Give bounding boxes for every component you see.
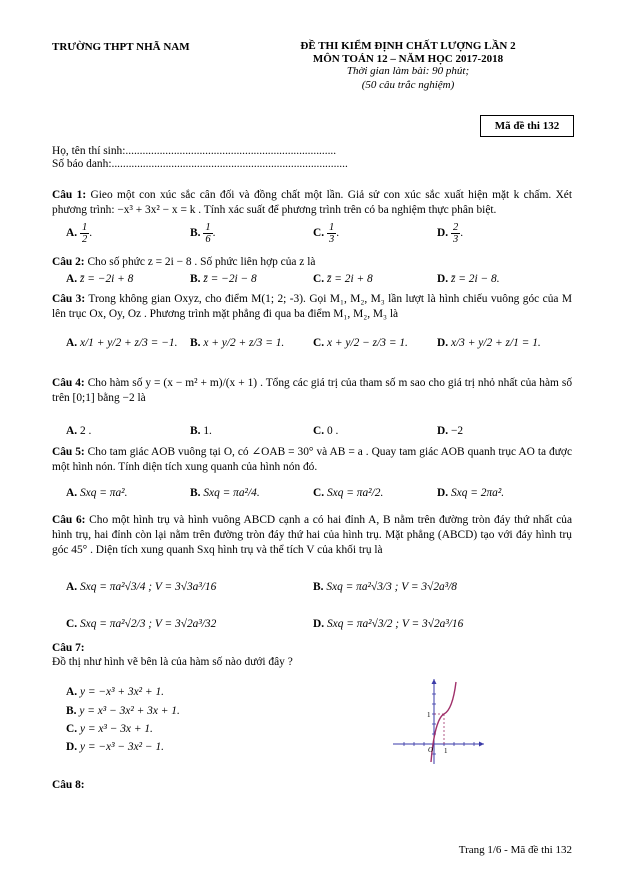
q3-option-a-text: x/1 + y/2 + z/3 = −1. [79,337,178,349]
q7-option-a[interactable]: A. y = −x³ + 3x² + 1. [66,686,165,698]
question-4 [52,376,572,406]
q1-option-c-letter: C. [313,227,325,240]
q1-option-b[interactable]: B. $\frac{1}{6}$ . [190,222,216,246]
q2-option-c[interactable]: C. z̄ = 2i + 8 [313,273,373,285]
q7-graph-label-x1: 1 [444,747,448,755]
question-1-text: Gieo một con xúc sắc cân đối và đồng chất một lần. Giả sử con xúc sắc xuất hiện mặt k chấm. Xét phương trình: −x³ + 3x² − x = k . Tính xác suất để phương trình trên có ba nghiệm thực phân biệt. [52,189,573,216]
q5-option-a-text: Sxq = πa². [79,487,128,499]
question-3-text: Trong không gian Oxyz, cho điểm M(1; 2; -3). Gọi M₁, M₂, M₃ lần lượt là hình chiếu vuông góc của M lên trục Ox, Oy, Oz . Phương trình mặt phẳng đi qua ba điểm M₁, M₂, M₃ là [52,293,573,320]
q5-option-a[interactable]: A. Sxq = πa². [66,487,128,499]
question-3 [52,292,572,322]
question-6-label: Câu 6: [52,514,86,526]
q6-option-c[interactable]: C. Sxq = πa²√2/3 ; V = 3√2a³/32 [66,618,217,630]
q5-option-d[interactable]: D. Sxq = 2πa². [437,487,505,499]
exam-title-line2: MÔN TOÁN 12 – NĂM HỌC 2017-2018 [312,53,504,66]
q3-option-c-text: x + y/2 − z/3 = 1. [326,337,408,349]
q3-option-d[interactable]: D. x/3 + y/2 + z/1 = 1. [437,337,541,349]
q4-option-c-text: 0 . [326,425,339,437]
exam-title-line1: ĐỀ THI KIỂM ĐỊNH CHẤT LƯỢNG LẦN 2 [300,40,516,52]
q3-option-b[interactable]: B. x + y/2 + z/3 = 1. [190,337,285,349]
q4-option-a-text: 2 . [79,425,92,437]
q5-option-b[interactable]: B. Sxq = πa²/4. [190,487,260,499]
exam-count: (50 câu trắc nghiệm) [361,78,455,91]
exam-code-box: Mã đề thi 132 [480,115,574,137]
question-4-label: Câu 4: [52,377,85,389]
q2-option-a-text: z̄ = −2i + 8 [79,273,134,285]
q1-option-d-fraction: $\frac{2}{3}$ [452,222,459,246]
q2-option-d[interactable]: D. z̄ = 2i − 8. [437,273,500,285]
question-2 [52,255,572,270]
question-8-label: Câu 8: [52,779,85,791]
q5-option-d-text: Sxq = 2πa². [450,487,505,499]
q4-option-d[interactable]: D. −2 [437,425,464,437]
q3-option-a[interactable]: A. x/1 + y/2 + z/3 = −1. [66,337,178,349]
q1-option-b-fraction: $\frac{1}{6}$ [205,222,211,246]
q7-graph [388,676,488,766]
q1-option-a[interactable]: A. $\frac{1}{2}$ . [66,222,93,246]
exam-time: Thời gian làm bài: 90 phút; [346,65,470,77]
q6-option-a[interactable]: A. Sxq = πa²√3/4 ; V = 3√3a³/16 [66,581,217,593]
q1-option-c[interactable]: C. $\frac{1}{3}$ . [313,222,340,246]
q2-option-c-text: z̄ = 2i + 8 [326,273,373,285]
exam-subtitle [258,65,558,93]
q1-option-a-fraction: $\frac{1}{2}$ [81,222,88,246]
q5-option-c-text: Sxq = πa²/2. [326,487,384,499]
q7-graph-ticks [404,694,474,754]
q7-graph-x-arrow [479,742,484,747]
student-name-line: Họ, tên thí sinh:.......................................................................... [52,145,337,157]
question-2-text: Cho số phức z = 2i − 8 . Số phức liên hợp của z là [84,256,316,268]
q7-option-a-text: y = −x³ + 3x² + 1. [79,686,165,698]
q4-option-b[interactable]: B. 1. [190,425,212,437]
q3-option-d-text: x/3 + y/2 + z/1 = 1. [450,337,541,349]
q3-option-b-text: x + y/2 + z/3 = 1. [203,337,285,349]
q2-option-b-text: z̄ = −2i − 8 [203,273,257,285]
school-name: TRƯỜNG THPT NHÃ NAM [52,41,190,53]
question-6 [52,513,572,557]
q7-option-b[interactable]: B. y = x³ − 3x² + 3x + 1. [66,705,180,717]
q1-option-c-fraction: $\frac{1}{3}$ [328,222,335,246]
q1-option-d[interactable]: D. $\frac{2}{3}$ . [437,222,464,246]
question-3-label: Câu 3: [52,293,86,305]
q7-graph-label-y1: 1 [427,711,431,719]
q7-option-c[interactable]: C. y = x³ − 3x + 1. [66,723,153,735]
q7-graph-y-arrow [432,679,437,684]
question-2-label: Câu 2: [52,256,85,268]
question-5-text: Cho tam giác AOB vuông tại O, có ∠OAB = 30° và AB = a . Quay tam giác AOB quanh trục AO ta được một hình nón. Tính diện tích xung quanh của hình nón đó. [52,446,572,473]
q7-option-b-text: y = x³ − 3x² + 3x + 1. [79,705,180,717]
q6-option-b-text: Sxq = πa²√3/3 ; V = 3√2a³/8 [326,581,457,593]
q1-option-b-letter: B. [190,227,201,240]
question-4-text: Cho hàm số y = (x − m² + m)/(x + 1) . Tổng các giá trị của tham số m sao cho giá trị nhỏ nhất của hàm số trên [0;1] bằng −2 là [52,377,573,404]
q7-option-d[interactable]: D. y = −x³ − 3x² − 1. [66,741,165,753]
q6-option-b[interactable]: B. Sxq = πa²√3/3 ; V = 3√2a³/8 [313,581,457,593]
page-footer: Trang 1/6 - Mã đề thi 132 [458,844,572,856]
question-7-label: Câu 7: [52,642,85,654]
question-6-text: Cho một hình trụ và hình vuông ABCD cạnh a có hai đỉnh A, B nằm trên đường tròn đáy thứ nhất của hình trụ, hai đỉnh còn lại nằm trên đường tròn đáy thứ hai của hình trụ. Mặt phẳng (ABCD) tạo với đáy hình trụ góc 45° . Diện tích xung quanh Sxq hình trụ và thể tích V của khối trụ là [52,514,572,556]
q6-option-d[interactable]: D. Sxq = πa²√3/2 ; V = 3√2a³/16 [313,618,464,630]
q2-option-a[interactable]: A. z̄ = −2i + 8 [66,273,134,285]
exam-title [258,40,558,66]
q6-option-a-text: Sxq = πa²√3/4 ; V = 3√3a³/16 [79,581,217,593]
q7-option-c-text: y = x³ − 3x + 1. [79,723,153,735]
q2-option-b[interactable]: B. z̄ = −2i − 8 [190,273,257,285]
question-1 [52,188,572,218]
q5-option-c[interactable]: C. Sxq = πa²/2. [313,487,384,499]
q4-option-c[interactable]: C. 0 . [313,425,339,437]
question-5 [52,445,572,475]
q2-option-d-text: z̄ = 2i − 8. [450,273,500,285]
student-id-line: Số báo danh:................................................................................... [52,158,348,170]
q3-option-c[interactable]: C. x + y/2 − z/3 = 1. [313,337,408,349]
q1-option-d-letter: D. [437,227,449,240]
q6-option-c-text: Sxq = πa²√2/3 ; V = 3√2a³/32 [79,618,217,630]
q5-option-b-text: Sxq = πa²/4. [203,487,260,499]
q4-option-d-text: −2 [450,425,464,437]
q6-option-d-text: Sxq = πa²√3/2 ; V = 3√2a³/16 [326,618,464,630]
q4-option-a[interactable]: A. 2 . [66,425,92,437]
question-7-text: Đồ thị như hình vẽ bên là của hàm số nào dưới đây ? [52,656,293,668]
q4-option-b-text: 1. [203,425,212,437]
q7-graph-label-origin: O [428,746,434,754]
q1-option-a-letter: A. [66,227,78,240]
question-1-label: Câu 1: [52,189,87,201]
question-5-label: Câu 5: [52,446,85,458]
q7-option-d-text: y = −x³ − 3x² − 1. [79,741,165,753]
